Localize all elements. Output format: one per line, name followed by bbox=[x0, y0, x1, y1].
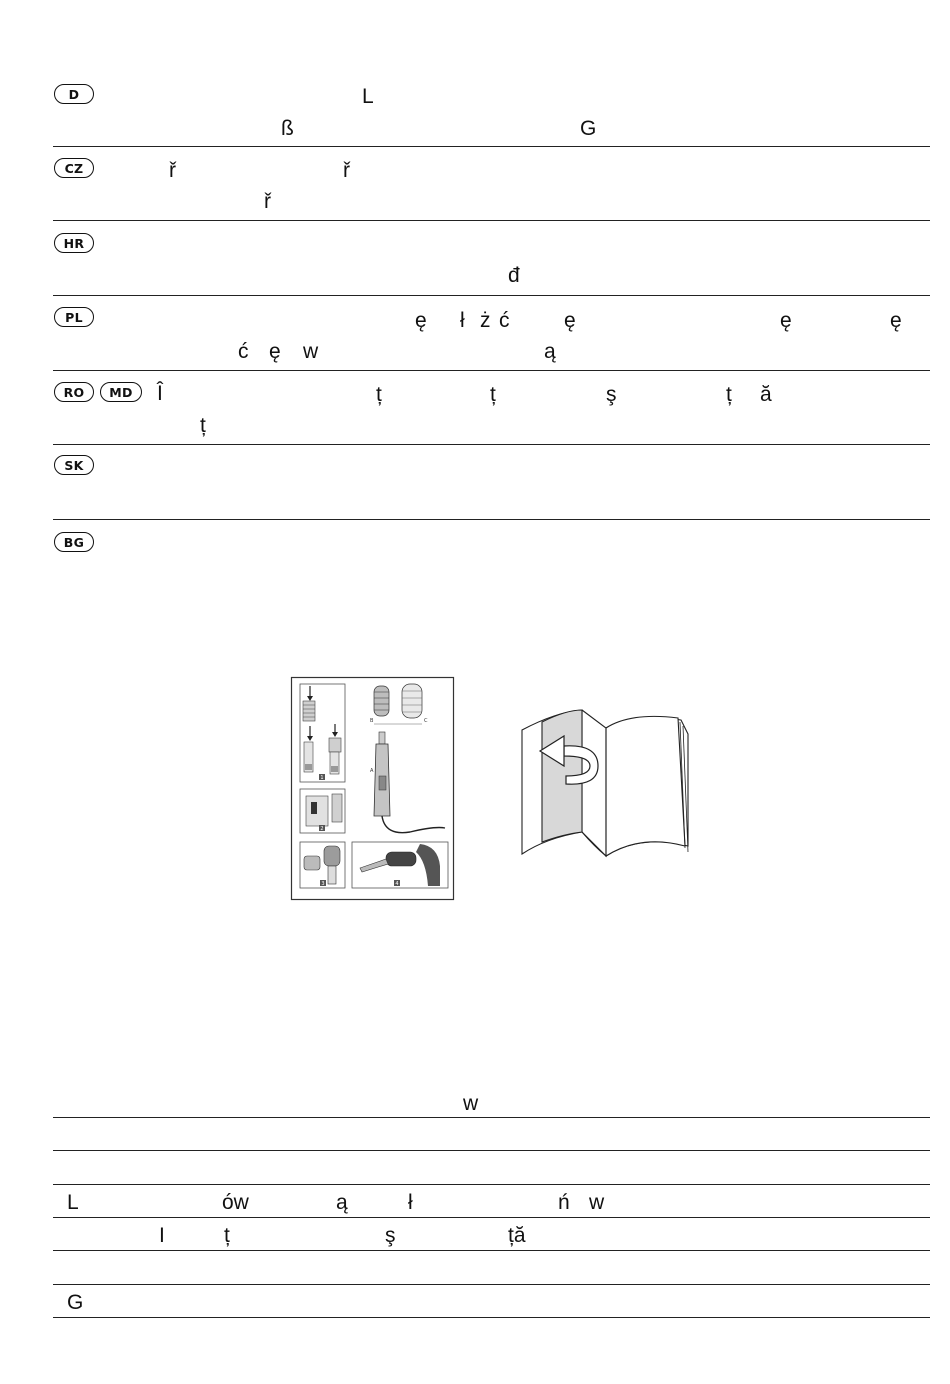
glyph: ę bbox=[890, 309, 902, 332]
glyph: ów bbox=[222, 1191, 249, 1214]
glyph: ż bbox=[480, 309, 491, 332]
table-divider bbox=[53, 1250, 930, 1251]
table-divider bbox=[53, 1284, 930, 1285]
language-badge-d: D bbox=[54, 84, 94, 104]
table-divider bbox=[53, 1184, 930, 1185]
glyph: ł bbox=[408, 1191, 413, 1214]
section-divider bbox=[53, 519, 930, 520]
glyph: ř bbox=[343, 159, 350, 182]
language-badge-sk: SK bbox=[54, 455, 94, 475]
glyph: ță bbox=[508, 1224, 526, 1247]
glyph: ț bbox=[490, 383, 496, 406]
glyph: ć bbox=[499, 309, 510, 332]
table-divider bbox=[53, 1117, 930, 1118]
language-badge-bg: BG bbox=[54, 532, 94, 552]
glyph: Î bbox=[157, 382, 163, 405]
language-badge-hr: HR bbox=[54, 233, 94, 253]
panel-label-1: 1 bbox=[320, 775, 324, 781]
panel-label-3: 3 bbox=[321, 881, 325, 887]
glyph: ț bbox=[200, 414, 206, 437]
glyph: ă bbox=[760, 383, 772, 406]
part-label-b: B bbox=[370, 718, 374, 724]
glyph: ł bbox=[460, 309, 465, 332]
table-divider bbox=[53, 1150, 930, 1151]
glyph: ą bbox=[336, 1191, 348, 1214]
table-divider bbox=[53, 1217, 930, 1218]
glyph: ę bbox=[780, 309, 792, 332]
glyph: đ bbox=[508, 264, 520, 287]
glyph: w bbox=[303, 340, 319, 363]
section-divider bbox=[53, 146, 930, 147]
glyph: ę bbox=[564, 309, 576, 332]
glyph: ř bbox=[264, 190, 271, 213]
open-book-icon bbox=[516, 706, 696, 860]
glyph: ę bbox=[269, 340, 281, 363]
panel-label-4: 4 bbox=[395, 881, 399, 887]
language-badge-md: MD bbox=[100, 382, 142, 402]
glyph: w bbox=[589, 1191, 605, 1214]
glyph: ř bbox=[169, 159, 176, 182]
glyph: ą bbox=[544, 340, 556, 363]
glyph: ş bbox=[385, 1224, 396, 1247]
glyph: G bbox=[580, 117, 597, 140]
glyph: ń bbox=[558, 1191, 570, 1214]
glyph: I bbox=[159, 1224, 165, 1247]
glyph: ț bbox=[376, 383, 382, 406]
glyph: G bbox=[67, 1291, 84, 1314]
glyph: w bbox=[463, 1092, 479, 1115]
panel-label-2: 2 bbox=[320, 826, 324, 832]
table-divider bbox=[53, 1317, 930, 1318]
part-label-c: C bbox=[424, 718, 428, 724]
glyph: ß bbox=[281, 117, 294, 140]
language-badge-pl: PL bbox=[54, 307, 94, 327]
glyph: ş bbox=[606, 383, 617, 406]
glyph: L bbox=[362, 85, 374, 108]
glyph: ć bbox=[238, 340, 249, 363]
section-divider bbox=[53, 220, 930, 221]
section-divider bbox=[53, 295, 930, 296]
language-badge-ro: RO bbox=[54, 382, 94, 402]
glyph: L bbox=[67, 1191, 79, 1214]
section-divider bbox=[53, 370, 930, 371]
part-label-a: A bbox=[370, 768, 374, 774]
foldout-page-illustration bbox=[290, 676, 456, 902]
glyph: ț bbox=[726, 383, 732, 406]
section-divider bbox=[53, 444, 930, 445]
glyph: ę bbox=[415, 309, 427, 332]
glyph: ț bbox=[224, 1224, 230, 1247]
language-badge-cz: CZ bbox=[54, 158, 94, 178]
